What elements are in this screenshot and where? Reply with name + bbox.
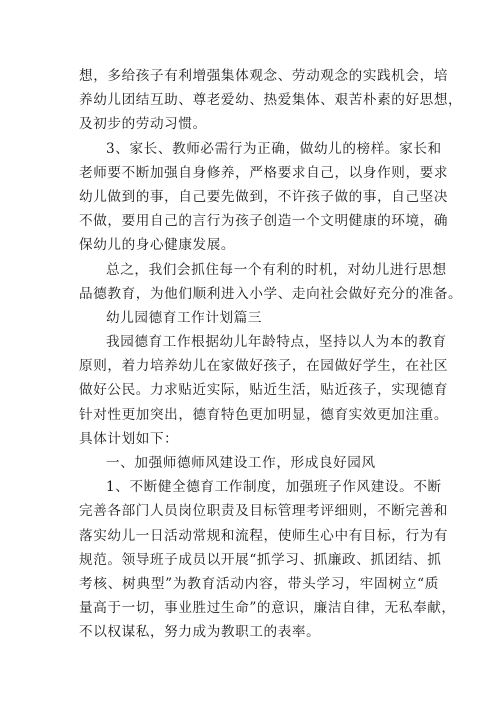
- text-line: 保幼儿的身心健康发展。: [79, 237, 236, 254]
- text-line: 我园德育工作根据幼儿年龄特点，坚持以人为本的教育: [106, 334, 447, 351]
- text-line: 不做，要用自己的言行为孩子创造一个文明健康的环境，确: [79, 213, 449, 230]
- text-line: 幼儿做到的事，自己要先做到，不许孩子做的事，自己坚决: [79, 188, 449, 205]
- text-line: 想，多给孩子有利增强集体观念、劳动观念的实践机会，培: [79, 68, 449, 84]
- text-line: 幼儿园德育工作计划篇三: [106, 309, 263, 326]
- text-line: 规范。领导班子成员以开展“抓学习、抓廉政、抓团结、抓: [79, 551, 442, 568]
- text-line: 品德教育，为他们顺利进入小学、走向社会做好充分的准备。: [79, 285, 463, 302]
- text-line: 做好公民。力求贴近实际，贴近生活，贴近孩子，实现德育: [79, 382, 449, 399]
- text-line: 量高于一切，事业胜过生命”的意识，廉洁自律，无私奉献，: [79, 600, 456, 617]
- text-line: 考核、树典型”为教育活动内容，带头学习，牢固树立“质: [79, 575, 439, 592]
- document-body: [79, 64, 463, 645]
- text-line: 总之，我们会抓住每一个有利的时机，对幼儿进行思想: [106, 261, 447, 278]
- text-line: 原则，着力培养幼儿在家做好孩子，在园做好学生，在社区: [79, 358, 449, 375]
- text-line: 落实幼儿一日活动常规和流程，使师生心中有目标，行为有: [79, 527, 449, 544]
- text-line: 1、不断健全德育工作制度，加强班子作风建设。不断: [106, 479, 442, 496]
- text-line: 一、加强师德师风建设工作，形成良好园风: [106, 455, 376, 471]
- text-line: 老师要不断加强自身修养，严格要求自己，以身作则，要求: [79, 164, 449, 181]
- text-line: 具体计划如下：: [79, 430, 179, 447]
- text-line: 不以权谋私，努力成为教职工的表率。: [79, 624, 321, 641]
- text-line: 及初步的劳动习惯。: [79, 116, 207, 133]
- text-line: 完善各部门人员岗位职责及目标管理考评细则，不断完善和: [79, 503, 449, 520]
- text-line: 针对性更加突出，德育特色更加明显，德育实效更加注重。: [79, 406, 449, 423]
- text-line: 3、家长、教师必需行为正确，做幼儿的榜样。家长和: [106, 140, 442, 157]
- text-line: 养幼儿团结互助、尊老爱幼、热爱集体、艰苦朴素的好思想，: [79, 92, 463, 109]
